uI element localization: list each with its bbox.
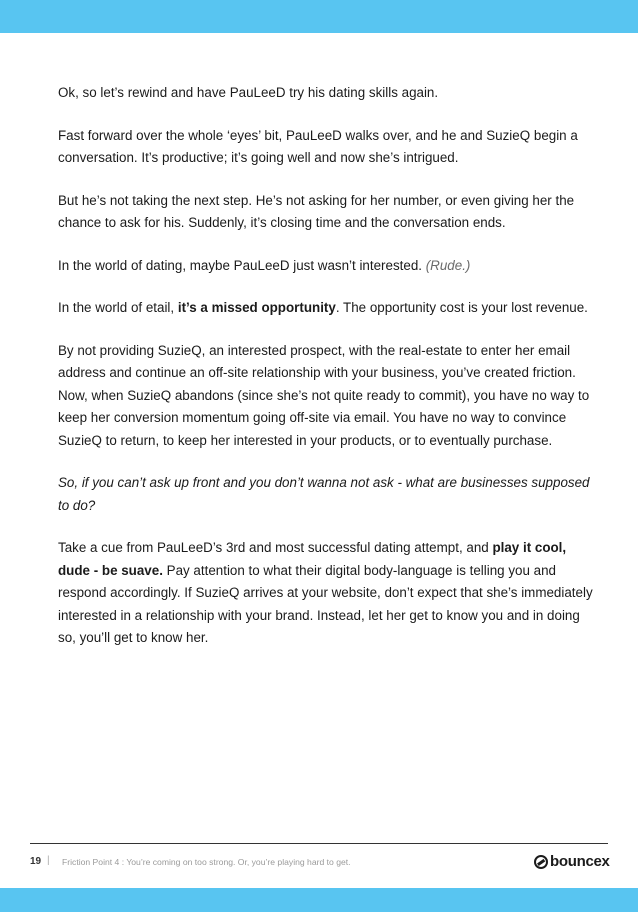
paragraph-world-of-dating — [58, 255, 598, 278]
etail-pre: In the world of etail, — [58, 300, 178, 315]
missed-opportunity-bold: it’s a missed opportunity — [177, 300, 336, 315]
paragraph-friction: By not providing SuzieQ, an interested prospect, with the real-estate to enter her email address and continue an off-site relationship with your business, you’ve created friction. Now, when SuzieQ abandons (since she’s not quite ready to commit), you have no way to keep her conversion momentum going off-site via email. You have no way to convince SuzieQ to return, to keep her interested in your products, or to eventually purchase. — [58, 342, 590, 448]
paragraph-take-a-cue — [58, 537, 598, 650]
bouncex-logo-icon — [534, 855, 548, 869]
footer-chapter-title: Friction Point 4 : You’re coming on too strong. Or, you’re playing hard to get. — [62, 857, 351, 867]
etail-post: . The opportunity cost is your lost revenue. — [335, 300, 588, 315]
page-body — [58, 82, 598, 670]
rude-aside: (Rude.) — [425, 257, 471, 273]
paragraph-next-step: But he’s not taking the next step. He’s not asking for her number, or even giving her the chance to ask for his. Suddenly, it’s closing time and the conversation ends. — [58, 192, 575, 230]
footer-separator: | — [47, 855, 50, 866]
play-it-cool-bold: play it cool, dude - be suave. — [58, 540, 567, 578]
cue-pre: Take a cue from PauLeeD’s 3rd and most successful dating attempt, and — [58, 540, 493, 555]
dating-text: In the world of dating, maybe PauLeeD just wasn’t interested. — [58, 257, 426, 273]
paragraph-world-of-etail — [58, 297, 598, 320]
paragraph-rewind: Ok, so let’s rewind and have PauLeeD try his dating skills again. — [58, 85, 439, 100]
logo-text: bouncex — [550, 853, 610, 870]
paragraph-fast-forward: Fast forward over the whole ‘eyes’ bit, PauLeeD walks over, and he and SuzieQ begin a conversation. It’s productive; it’s going well and now she’s intrigued. — [58, 127, 578, 165]
page-number: 19 — [30, 856, 42, 867]
bottom-accent-bar — [0, 888, 638, 912]
paragraph-question: So, if you can’t ask up front and you don’t wanna not ask - what are businesses supposed to do? — [58, 475, 590, 513]
top-accent-bar — [0, 0, 638, 33]
footer-divider — [30, 843, 608, 844]
bouncex-logo — [534, 853, 610, 870]
cue-post: Pay attention to what their digital body-language is telling you and respond accordingly. If SuzieQ arrives at your website, don’t expect that she’s immediately interested in a relationship with your brand. Instead, let her get to know you and in doing so, you’ll get to know her. — [58, 562, 593, 645]
